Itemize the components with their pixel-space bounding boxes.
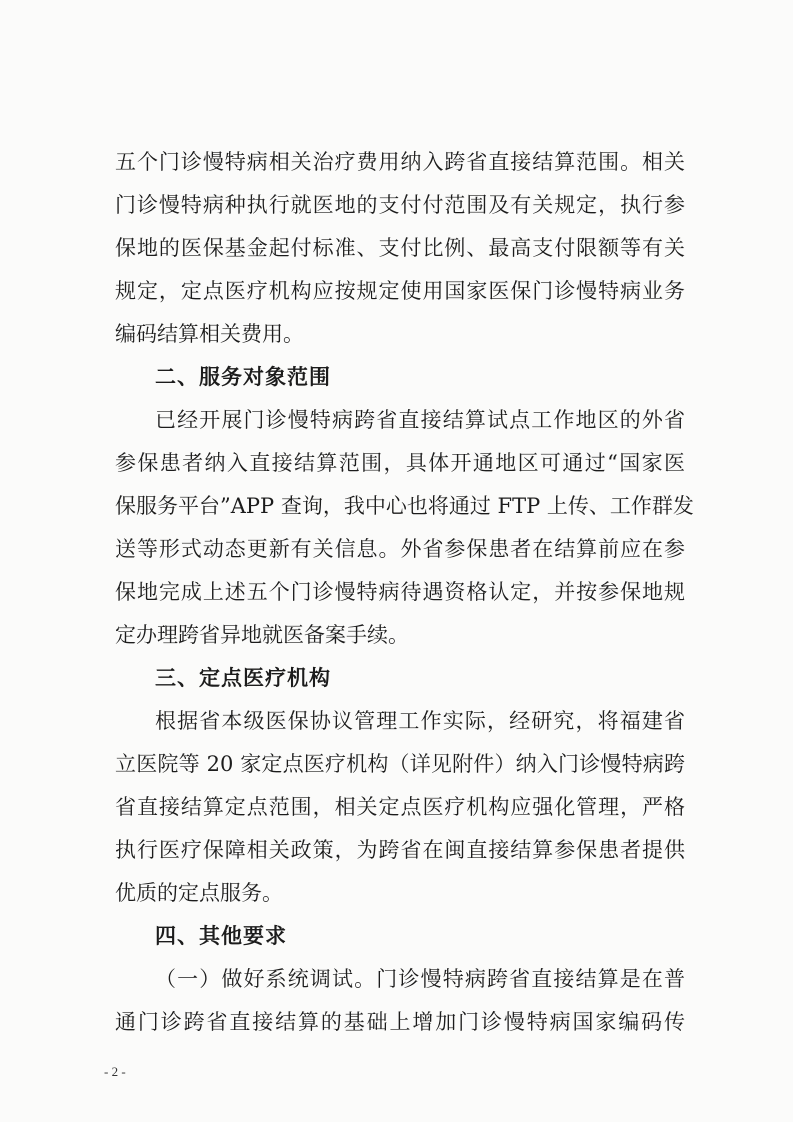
- section-heading: 二、服务对象范围: [155, 365, 331, 389]
- paragraph-line: 定办理跨省异地就医备案手续。: [115, 623, 409, 647]
- paragraph-line: 立医院等 20 家定点医疗机构（详见附件）纳入门诊慢特病跨: [115, 752, 685, 776]
- paragraph-line: 保地完成上述五个门诊慢特病待遇资格认定，并按参保地规: [115, 580, 685, 604]
- paragraph-line: 省直接结算定点范围，相关定点医疗机构应强化管理，严格: [115, 795, 685, 819]
- paragraph-line: （一）做好系统调试。门诊慢特病跨省直接结算是在普: [155, 967, 685, 991]
- paragraph-line: 根据省本级医保协议管理工作实际，经研究，将福建省: [155, 709, 685, 733]
- paragraph-line: 保服务平台”APP 查询，我中心也将通过 FTP 上传、工作群发: [115, 494, 694, 518]
- page-number: - 2 -: [104, 1064, 126, 1079]
- paragraph-line: 送等形式动态更新有关信息。外省参保患者在结算前应在参: [115, 537, 685, 561]
- section-heading: 四、其他要求: [155, 924, 287, 948]
- paragraph-line: 五个门诊慢特病相关治疗费用纳入跨省直接结算范围。相关: [115, 150, 685, 174]
- paragraph-line: 门诊慢特病种执行就医地的支付付范围及有关规定，执行参: [115, 193, 685, 217]
- section-heading: 三、定点医疗机构: [155, 666, 331, 690]
- paragraph-line: 规定，定点医疗机构应按规定使用国家医保门诊慢特病业务: [115, 279, 685, 303]
- paragraph-line: 编码结算相关费用。: [115, 322, 304, 346]
- paragraph-line: 通门诊跨省直接结算的基础上增加门诊慢特病国家编码传: [115, 1010, 685, 1034]
- paragraph-line: 保地的医保基金起付标准、支付比例、最高支付限额等有关: [115, 236, 685, 260]
- paragraph-line: 参保患者纳入直接结算范围，具体开通地区可通过“国家医: [115, 451, 685, 475]
- paragraph-line: 执行医疗保障相关政策，为跨省在闽直接结算参保患者提供: [115, 838, 685, 862]
- paragraph-line: 已经开展门诊慢特病跨省直接结算试点工作地区的外省: [155, 408, 685, 432]
- paragraph-line: 优质的定点服务。: [115, 881, 283, 905]
